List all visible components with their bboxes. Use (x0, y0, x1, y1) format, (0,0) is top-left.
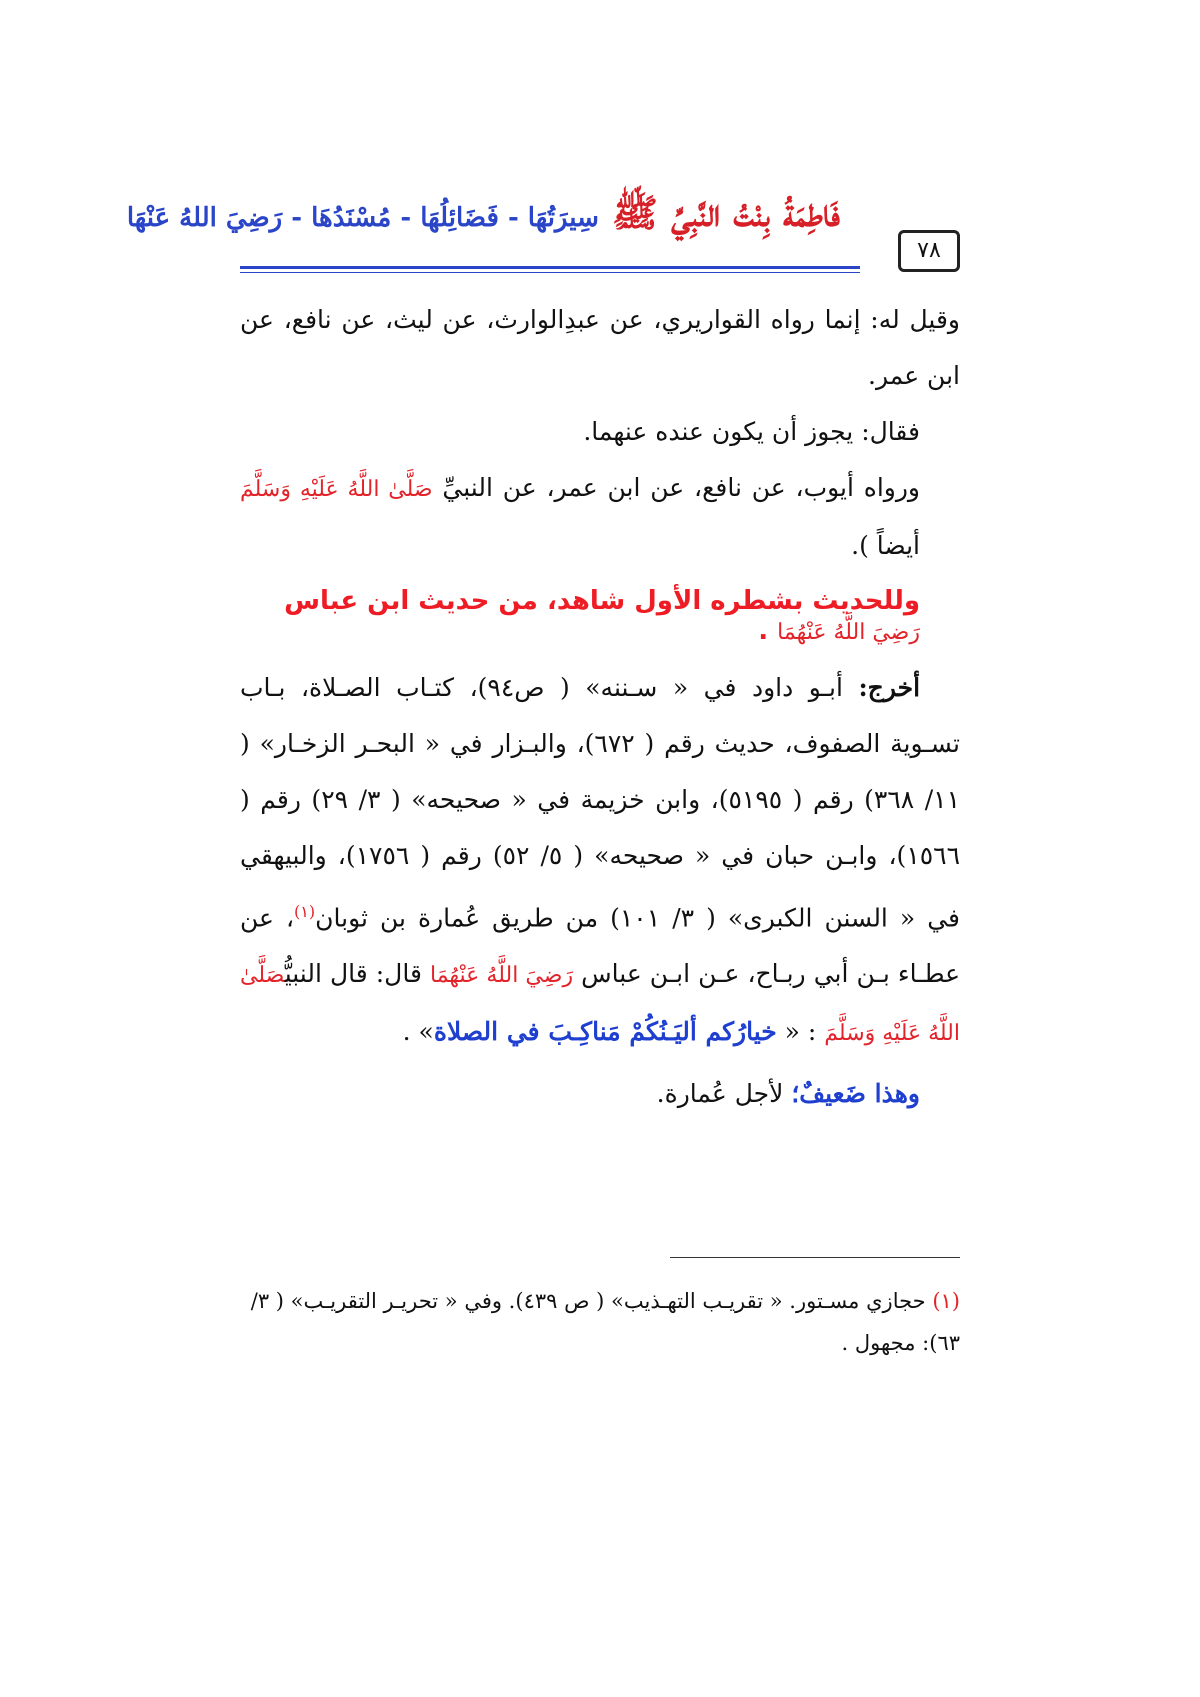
grading-label: وهذا ضَعيفٌ؛ (791, 1079, 920, 1108)
quote-close: » . (402, 1017, 434, 1047)
grading-text: لأجل عُمارة. (656, 1079, 784, 1108)
citation-text-3: قال: قال النبيُّ (284, 959, 422, 989)
book-title-main: فَاطِمَةُ بِنْتُ النَّبِيِّ ﷺ (612, 190, 840, 235)
header-rule-thin (240, 272, 860, 273)
citation-text: أبـو داود في « سـننه» ( ص٩٤)، كتـاب الصـلاة، بـاب تسـوية الصفوف، حديث رقم ( ٦٧٢)، والبـزار في « البحـر الزخـار» ( ١١/ ٣٦٨) رقم ( ٥١٩٥)، وابن خزيمة في « صحيحه» ( ٣/ ٢٩) رقم ( ١٥٦٦)، وابـن حبان في « صحيحه» ( ٥/ ٥٢) رقم ( ١٧٥٦)، والبيهقي في « السنن الكبرى» ( ٣/ ١٠١) من طريق عُمارة بن ثوبان (240, 673, 961, 933)
paragraph-3 (240, 460, 960, 574)
header-rule (240, 266, 860, 269)
footnote-marker: (١) (932, 1289, 960, 1313)
footnote-reference: (١) (294, 902, 316, 921)
citation-label: أخرج: (858, 673, 921, 702)
honorific-ibn-abbas: رَضِيَ اللَّهُ عَنْهُمَا (429, 963, 574, 989)
section-heading-honorific: رَضِيَ اللَّهُ عَنْهُمَا (777, 620, 920, 645)
section-heading-end: . (758, 616, 769, 646)
section-heading-text: وللحديث بشطره الأول شاهد، من حديث ابن عباس (284, 586, 920, 616)
honorific-salutation: صَلَّىٰ اللَّهُ عَلَيْهِ وَسَلَّمَ (240, 477, 433, 502)
paragraph-1: وقيل له: إنما رواه القواريري، عن عبدِالوارث، عن ليث، عن نافع، عن ابن عمر. (240, 305, 960, 390)
honorific-salutation-2: صَلَّىٰ اللَّهُ عَلَيْهِ وَسَلَّمَ (240, 963, 960, 1047)
section-heading (240, 586, 960, 646)
footnote-separator (670, 1257, 960, 1258)
book-title-subtitle: سِيرَتُهَا - فَضَائِلُهَا - مُسْنَدُهَا - رَضِيَ اللهُ عَنْهَا (126, 203, 599, 233)
paragraph-citation (240, 660, 960, 1062)
quote-open: : « (784, 1017, 817, 1047)
citation-text-2: ، عن عطـاء بـن أبي ربـاح، عـن ابـن عباس (240, 903, 960, 989)
hadith-quote: خيارُكم أليَـنُكُمْ مَناكِـبَ في الصلاة (433, 1017, 777, 1047)
paragraph-3-text: ورواه أيوب، عن نافع، عن ابن عمر، عن النبيِّ (442, 473, 920, 502)
book-title (126, 190, 840, 245)
page-number: ٧٨ (898, 230, 960, 272)
page-header (126, 190, 960, 290)
paragraph-3-end: أيضاً ). (851, 531, 920, 560)
paragraph-grading (240, 1066, 960, 1122)
footnote (240, 1280, 960, 1364)
paragraph-2: فقال: يجوز أن يكون عنده عنهما. (583, 417, 920, 446)
footnote-text: حجازي مسـتور. « تقريـب التهـذيب» ( ص ٤٣٩). وفي « تحريـر التقريـب» ( ٣/ ٦٣): مجهول . (250, 1289, 960, 1355)
